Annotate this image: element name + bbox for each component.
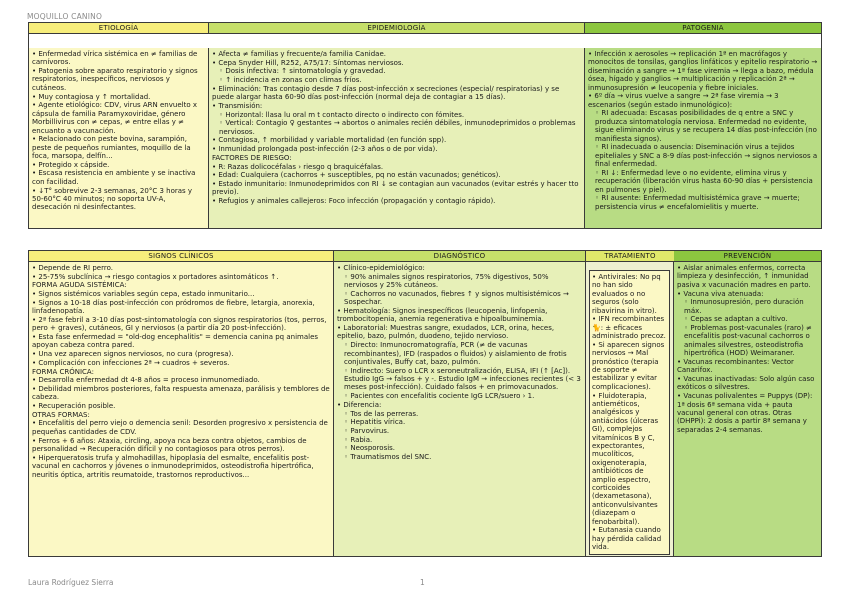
diag-item: ◦ Traumatismos del SNC. — [337, 453, 582, 461]
diag-item: ◦ Rabia. — [337, 436, 582, 444]
epid-item: • Contagiosa, ↑ morbilidad y variable mortalidad (en función spp). — [212, 136, 581, 144]
tratamiento-box — [589, 270, 670, 555]
diag-item: ◦ Parvovirus. — [337, 427, 582, 435]
pato-item: ◦ RI ausente: Enfermedad multisistémica grave → muerte; persistencia virus ≠ encefalomielitis y muerte. — [588, 194, 818, 211]
etiologia-cell — [29, 48, 209, 228]
etio-item: • Agente etiológico: CDV, virus ARN envuelto x cápsula de familia Paramyxoviridae, género Morbillivirus con ≠ cepas, ≠ entre ellas y ≠ encuanto a vacunación. — [32, 101, 205, 135]
epid-item: • Edad: Cualquiera (cachorros + susceptibles, pq no están vacunados; genéticos). — [212, 171, 581, 179]
etio-item: • Protegido x cápside. — [32, 161, 205, 169]
prev-item: • Vacuna viva atenuada: — [677, 290, 818, 298]
epid-item: ◦ Horizontal: llasa lu oral m t contacto directo o indirecto con fómites. — [212, 111, 581, 119]
sign-item: FORMA CRÓNICA: — [32, 367, 94, 376]
prevencion-list — [677, 264, 818, 434]
header-diagnostico: DIAGNÓSTICO — [334, 251, 586, 262]
diag-item: • Hematología: Signos inespecíficos (leucopenia, linfopenia, trombocitopenia, anemia regenerativa e hipoalbuminemia. — [337, 307, 582, 324]
header-patogenia: PATOGENIA — [585, 23, 821, 34]
diag-item: ◦ Hepatitis vírica. — [337, 418, 582, 426]
sign-item: • Signos a 10-18 días post-infección con pródromos de fiebre, letargia, anorexia, linfadenopatía. — [32, 299, 330, 316]
sign-item: • 25-75% subclínica → riesgo contagios x portadores asintomáticos ↑. — [32, 273, 330, 281]
etio-item: • Patogenia sobre aparato respiratorio y signos respiratorios, inespecíficos, nerviosos y cutáneos. — [32, 67, 205, 92]
epid-item: • Estado inmunitario: Inmunodeprimidos con RI ↓ se contagian aun vacunados (evitar estrés y hacer tto previo). — [212, 180, 581, 197]
document-title: MOQUILLO CANINO — [27, 12, 103, 21]
pato-item: ◦ RI adecuada: Escasas posibilidades de q entre a SNC y produzca sintomatología nerviosa. Enfermedad no evidente, sigue eliminando virus y se recupera 14 días post-infección (no manifiesta signos). — [588, 109, 818, 143]
diag-item: ◦ 90% animales signos respiratorios, 75% digestivos, 50% nerviosos y 25% cutáneos. — [337, 273, 582, 290]
tratamiento-list — [592, 273, 667, 552]
header-signos: SIGNOS CLÍNICOS — [29, 251, 334, 262]
epid-item: • Inmunidad prolongada post-infección (2-3 años o de por vida). — [212, 145, 581, 153]
prev-item: ◦ Inmunosupresión, pero duración máx. — [677, 298, 818, 315]
epid-item: ◦ Vertical: Contagio ♀ gestantes → abortos o animales recién débiles, inmunodeprimidos o problemas nerviosos. — [212, 119, 581, 136]
top-table — [28, 22, 822, 229]
header-tratamiento: TRATAMIENTO — [586, 251, 674, 262]
epid-item: • Transmisión: — [212, 102, 581, 110]
diag-item: ◦ Directo: Inmunocromatografía, PCR (≠ de vacunas recombinantes), IFD (raspados o fluidos) y aislamiento de frotis conjuntivales, Buffy cat, bazo, pulmón. — [337, 341, 582, 366]
etio-item: • ↓T° sobrevive 2-3 semanas, 20°C 3 horas y 50-60°C 40 minutos; no soporta UV-A, desecación ni desinfectantes. — [32, 187, 205, 212]
prev-item: ◦ Cepas se adaptan a cultivo. — [677, 315, 818, 323]
sign-item: FORMA AGUDA SISTÉMICA: — [32, 281, 127, 290]
diag-item: ◦ Tos de las perreras. — [337, 410, 582, 418]
pato-item: ◦ RI ↓: Enfermedad leve o no evidente, elimina virus y recuperación (liberación virus hasta 60-90 días + persistencia en pulmones y piel). — [588, 169, 818, 194]
trat-item: • Si aparecen signos nerviosos → Mal pronóstico (terapia de soporte ≠ estabilizar y evitar complicaciones). — [592, 341, 667, 391]
patogenia-list — [588, 50, 818, 211]
signos-list — [32, 264, 330, 479]
trat-item: • IFN recombinantes 🐈: ± eficaces administrado precoz. — [592, 315, 667, 340]
sign-item: • Hiperqueratosis trufa y almohadillas, hipoplasia del esmalte, encefalitis post-vacunal en cachorros y jóvenes o inmunodeprimidos, osteodistrofia hipertrófica, neuritis óptica, artritis reumatoide, trastornos reproductivos... — [32, 454, 330, 479]
diagnostico-list — [337, 264, 582, 462]
signos-cell — [29, 262, 334, 556]
sign-item: • 2ª fase febril a 3-10 días post-sintomatología con signos respiratorios (tos, perros, pero + graves), cutáneos, GI y nerviosos (a partir día 20 post-infección). — [32, 316, 330, 333]
pato-item: ◦ RI inadecuada o ausencia: Diseminación virus a tejidos epiteliales y SNC a 8-9 días post-infección → signos nerviosos a final enfermedad. — [588, 143, 818, 168]
sign-item: • Depende de RI perro. — [32, 264, 330, 272]
etio-item: • Relacionado con peste bovina, sarampión, peste de pequeños rumiantes, moquillo de la foca, marsopa, delfín... — [32, 135, 205, 160]
footer-page-number: 1 — [420, 578, 425, 587]
diag-item: • Laboratorial: Muestras sangre, exudados, LCR, orina, heces, epitelio, bazo, pulmón, duodeno, tejido nervioso. — [337, 324, 582, 341]
epid-item: • R: Razas dolicocéfalas › riesgo q braquicéfalas. — [212, 163, 581, 171]
pato-item: • 6º día → virus vuelve a sangre → 2ª fase viremia → 3 escenarios (según estado inmunológico): — [588, 92, 818, 109]
epidemiologia-list — [212, 50, 581, 205]
epid-item: • Afecta ≠ familias y frecuente/a familia Canidae. — [212, 50, 581, 58]
header-epidemiologia: EPIDEMIOLOGÍA — [209, 23, 585, 34]
epid-item: • Cepa Snyder Hill, R252, A75/17: Síntomas nerviosos. — [212, 59, 581, 67]
header-prevencion: PREVENCIÓN — [674, 251, 821, 262]
prev-item: • Aislar animales enfermos, correcta limpieza y desinfección, ↑ inmunidad pasiva x vacunación madres en parto. — [677, 264, 818, 289]
tratamiento-cell — [586, 262, 674, 556]
prev-item: • Vacunas polivalentes = Puppys (DP): 1ª dosis 6ª semana vida + pauta vacunal general con otras. Otras (DHPPi): 2 dosis a partir 8ª semana y separadas 2-4 semanas. — [677, 392, 818, 434]
patogenia-cell — [585, 48, 821, 228]
diag-item: • Diferencia: — [337, 401, 582, 409]
etio-item: • Escasa resistencia en ambiente y se inactiva con facilidad. — [32, 169, 205, 186]
epidemiologia-cell — [209, 48, 585, 228]
footer-author: Laura Rodríguez Sierra — [28, 578, 114, 587]
diagnostico-cell — [334, 262, 586, 556]
trat-item: • Eutanasia cuando hay pérdida calidad vida. — [592, 526, 667, 551]
prevencion-cell — [674, 262, 821, 556]
header-etiologia: ETIOLOGÍA — [29, 23, 209, 34]
prev-item: ◦ Problemas post-vacunales (raro) ≠ encefalitis post-vacunal cachorros o animales silvestres, osteodistrofia hipertrófica (HOD) Weimaraner. — [677, 324, 818, 358]
bottom-table — [28, 250, 822, 557]
diag-item: ◦ Indirecto: Suero o LCR x seroneutralización, ELISA, IFI (↑ [Ac]). Estudio IgG → falsos + y -. Estudio IgM → infecciones recientes (< 3 meses post-infección). Cuidado falsos + en primovacunados. — [337, 367, 582, 392]
diag-item: • Clínico-epidemiológico: — [337, 264, 582, 272]
sign-item: • Encefalitis del perro viejo o demencia senil: Desorden progresivo x persistencia de pequeñas cantidades de CDV. — [32, 419, 330, 436]
epid-item: • Eliminación: Tras contagio desde 7 días post-infección x secreciones (especial/ respiratorias) y se puede alargar hasta 60-90 días post-infección (normal deja de contagiar a 15 días). — [212, 85, 581, 102]
sign-item: • Debilidad miembros posteriores, falta respuesta amenaza, parálisis y temblores de cabeza. — [32, 385, 330, 402]
etiologia-list — [32, 50, 205, 212]
sign-item: • Desarrolla enfermedad dt 4-8 años = proceso inmunomediado. — [32, 376, 330, 384]
epid-item: ◦ Dosis infectiva: ↑ sintomatología y gravedad. — [212, 67, 581, 75]
prev-item: • Vacunas recombinantes: Vector Canarifox. — [677, 358, 818, 375]
sign-item: • Signos sistémicos variables según cepa, estado inmunitario... — [32, 290, 330, 298]
prev-item: • Vacunas inactivadas: Solo algún caso exóticos o silvestres. — [677, 375, 818, 392]
epid-item: ◦ ↑ incidencia en zonas con climas fríos. — [212, 76, 581, 84]
sign-item: • Esta fase enfermedad = "old-dog encephalitis" = demencia canina pq animales apoyan cabeza contra pared. — [32, 333, 330, 350]
sign-item: OTRAS FORMAS: — [32, 410, 90, 419]
etio-item: • Muy contagiosa y ↑ mortalidad. — [32, 93, 205, 101]
sign-item: • Recuperación posible. — [32, 402, 330, 410]
trat-item: • Antivirales: No pq no han sido evaluados o no seguros (solo ribavirina in vitro). — [592, 273, 667, 315]
diag-item: ◦ Neosporosis. — [337, 444, 582, 452]
epid-item: FACTORES DE RIESGO: — [212, 153, 292, 162]
diag-item: ◦ Pacientes con encefalitis cociente IgG LCR/suero › 1. — [337, 392, 582, 400]
diag-item: ◦ Cachorros no vacunados, fiebres ↑ y signos multisistémicos → Sospechar. — [337, 290, 582, 307]
sign-item: • Una vez aparecen signos nerviosos, no cura (progresa). — [32, 350, 330, 358]
trat-item: • Fluidoterapia, antieméticos, analgésicos y antiácidos (úlceras GI), complejos vitamínicos B y C, expectorantes, mucolíticos, oxigenoterapia, antibióticos de amplio espectro, corticoides (dexametasona), anticonvulsivantes (diazepam o fenobarbital). — [592, 392, 667, 527]
pato-item: • Infección x aerosoles → replicación 1ª en macrófagos y monocitos de tonsilas, ganglios linfáticos y epitelio respiratorio → diseminación a sangre → 1ª fase viremia → llega a bazo, médula ósea, hígado y ganglios → multiplicación y replicación 2ª → inmunosupresión ≠ leucopenia y fiebre iniciales. — [588, 50, 818, 92]
sign-item: • Ferros + 6 años: Ataxia, circling, apoya nca beza contra objetos, cambios de personalidad → Recuperación difícil y no contagiosos para otros perros). — [32, 437, 330, 454]
sign-item: • Complicación con infecciones 2ª → cuadros + severos. — [32, 359, 330, 367]
epid-item: • Refugios y animales callejeros: Foco infección (propagación y contagio rápido). — [212, 197, 581, 205]
etio-item: • Enfermedad vírica sistémica en ≠ familias de carnívoros. — [32, 50, 205, 67]
